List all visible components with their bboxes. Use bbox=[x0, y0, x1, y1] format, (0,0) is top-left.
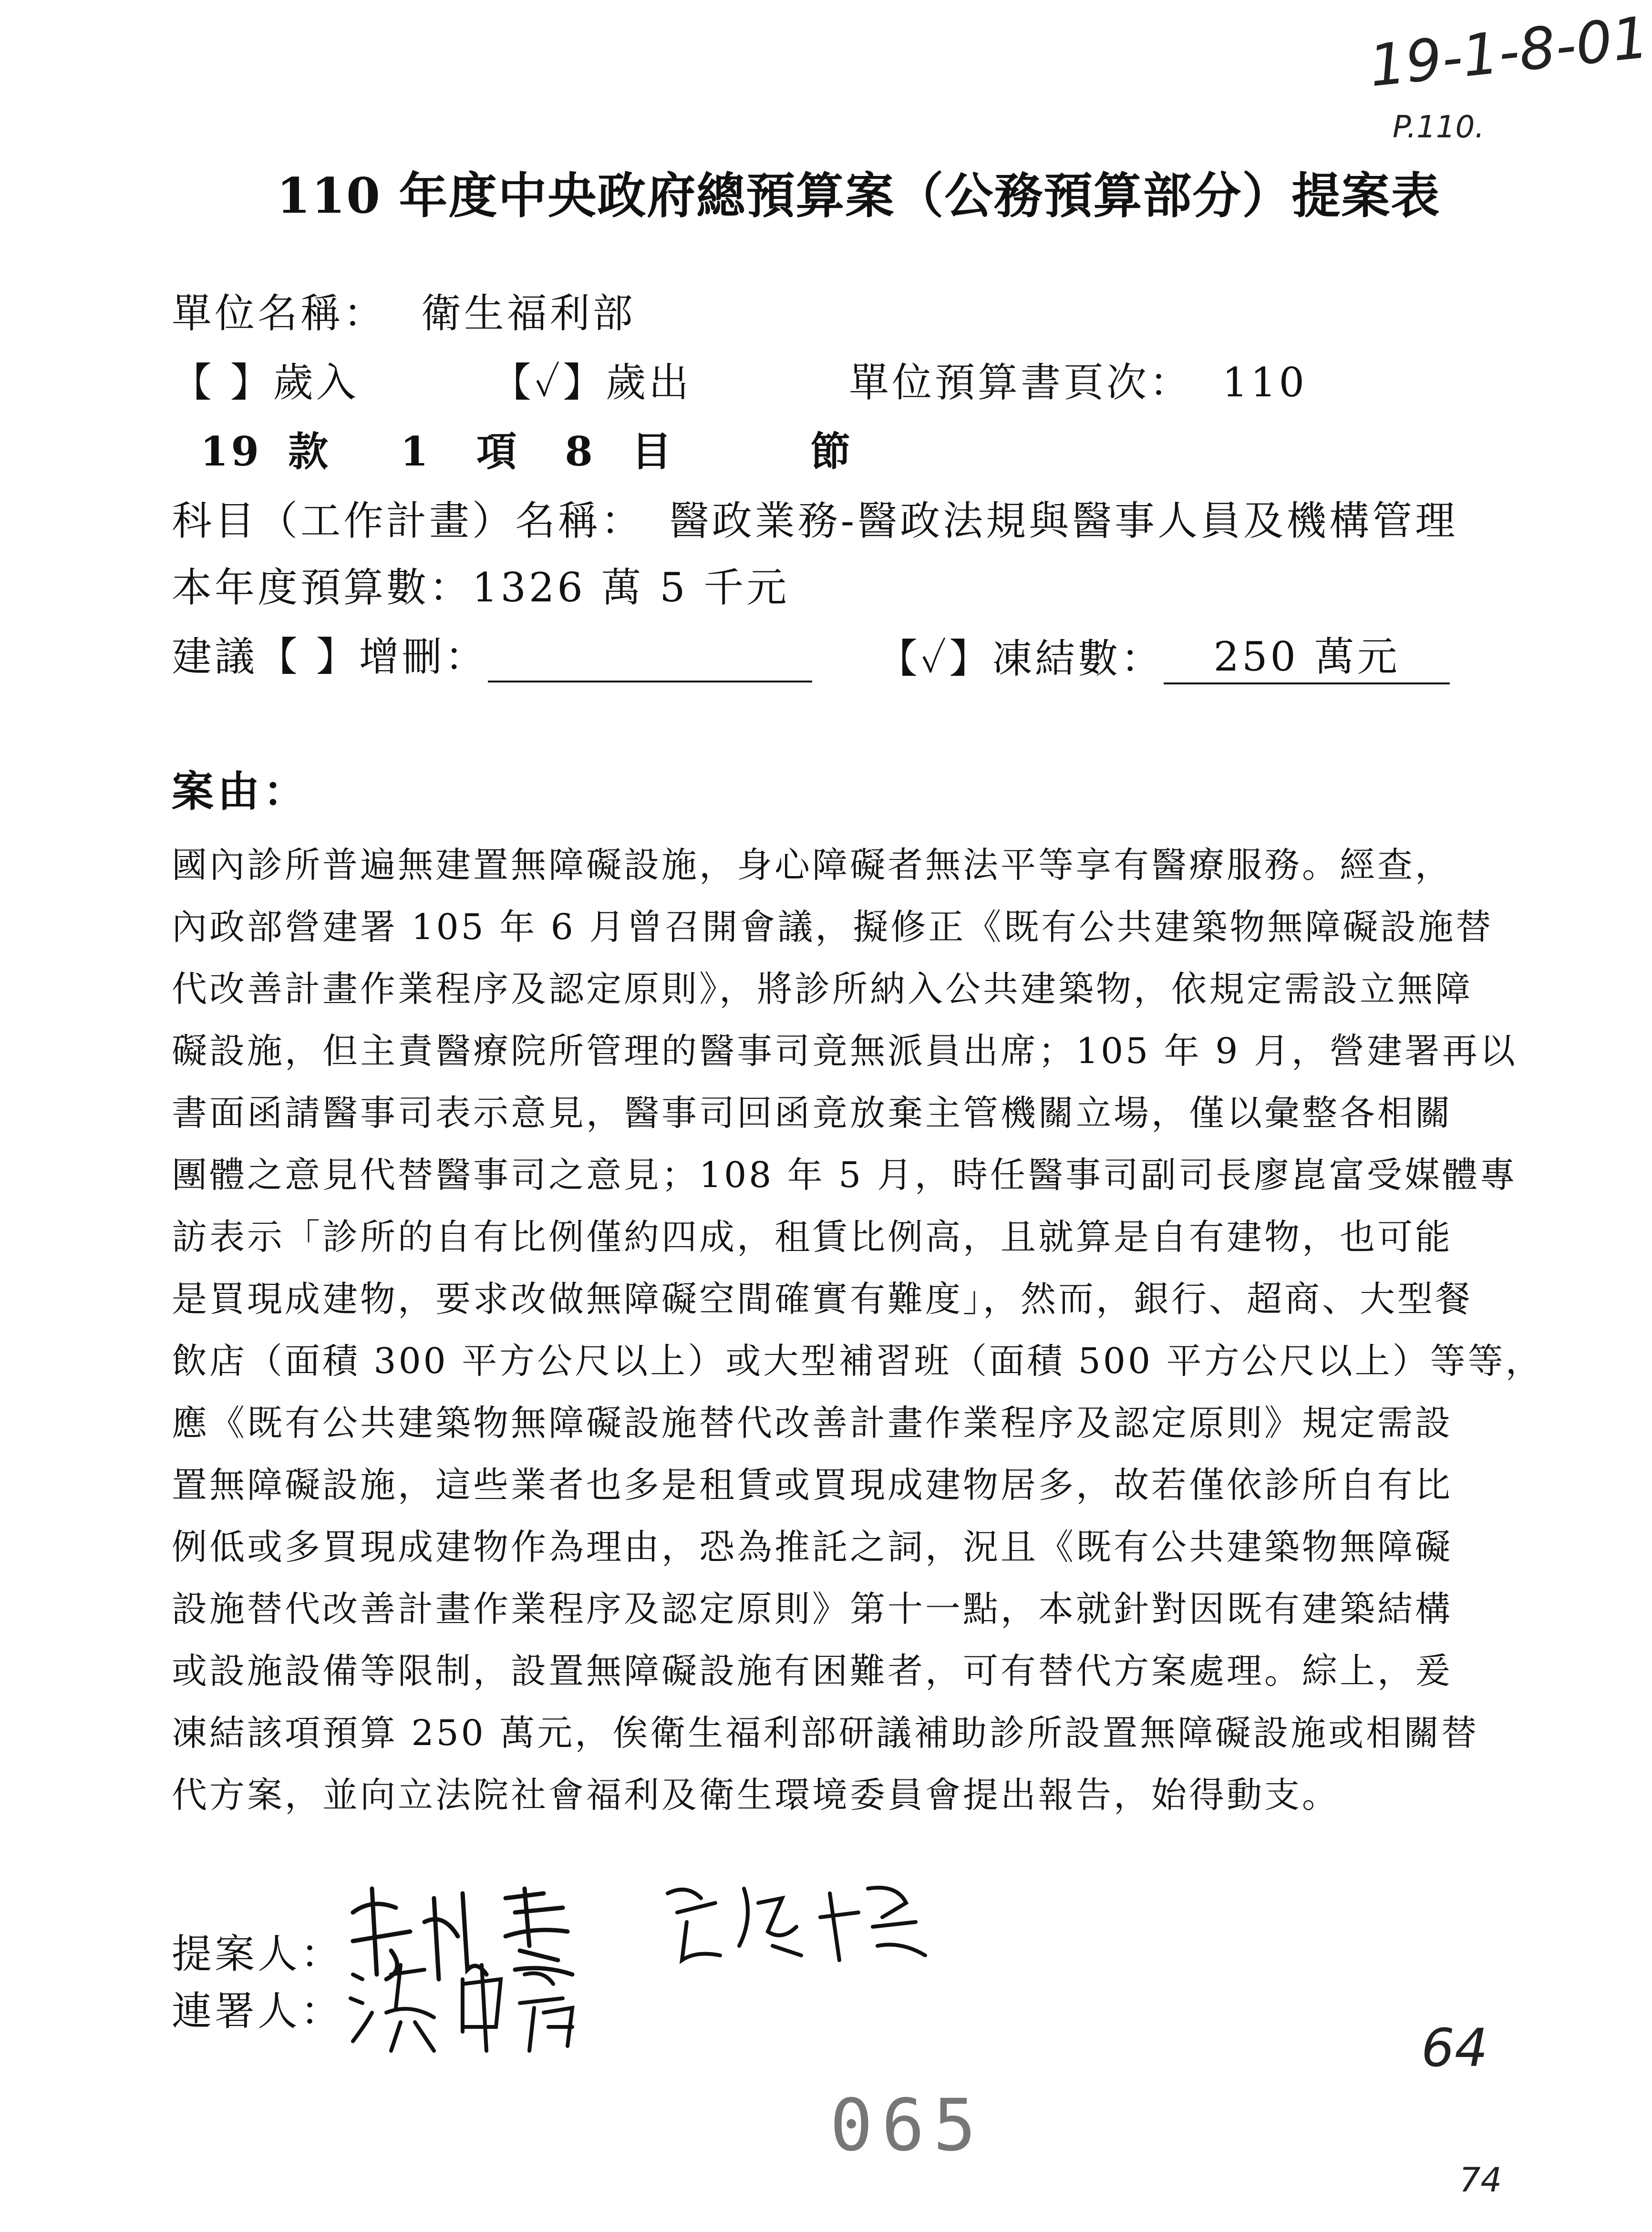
budget-page-label: 單位預算書頁次： bbox=[849, 359, 1193, 406]
handwritten-number-64: 64 bbox=[1421, 2017, 1488, 2078]
income-checkbox: 【 】 bbox=[172, 359, 273, 406]
income-label: 歲入 bbox=[273, 359, 359, 406]
budget-page-value: 110 bbox=[1222, 359, 1308, 406]
document-title: 110 年度中央政府總預算案（公務預算部分）提案表 bbox=[277, 167, 1441, 225]
budget-value: 1326 萬 5 千元 bbox=[472, 564, 790, 611]
reason-line: 例低或多買現成建物作為理由，恐為推託之詞，況且《既有公共建築物無障礙 bbox=[172, 1527, 1453, 1568]
jie-label: 節 bbox=[810, 428, 854, 475]
xiang-number: 1 bbox=[400, 428, 431, 475]
expense-field bbox=[491, 351, 692, 408]
handwritten-page-ref: P.110. bbox=[1393, 110, 1485, 145]
freeze-value: 250 萬元 bbox=[1164, 625, 1450, 684]
reason-line: 或設施設備等限制，設置無障礙設施有困難者，可有替代方案處理。綜上，爰 bbox=[172, 1651, 1453, 1692]
reason-line: 設施替代改善計畫作業程序及認定原則》第十一點，本就針對因既有建築結構 bbox=[172, 1589, 1453, 1630]
unit-value: 衛生福利部 bbox=[421, 290, 636, 337]
reason-line: 書面函請醫事司表示意見，醫事司回函竟放棄主管機關立場，僅以彙整各相關 bbox=[172, 1093, 1453, 1134]
reason-line: 置無障礙設施，這些業者也多是租賃或買現成建物居多，故若僅依診所自有比 bbox=[172, 1465, 1453, 1506]
subject-value: 醫政業務-醫政法規與醫事人員及機構管理 bbox=[669, 497, 1458, 544]
unit-label: 單位名稱： bbox=[172, 290, 387, 337]
category-row bbox=[172, 351, 359, 408]
expense-label: 歲出 bbox=[606, 359, 692, 406]
subject-label: 科目（工作計畫）名稱： bbox=[172, 497, 644, 544]
kuan-number: 19 bbox=[200, 428, 262, 475]
mu-label: 目 bbox=[631, 428, 675, 475]
proposal-row bbox=[172, 625, 812, 682]
reason-line: 凍結該項預算 250 萬元，俟衛生福利部研議補助診所設置無障礙設施或相關替 bbox=[172, 1713, 1479, 1754]
cosigner-signature bbox=[343, 1955, 591, 2056]
kuan-label: 款 bbox=[288, 428, 331, 475]
add-delete-value bbox=[488, 642, 812, 682]
reason-line: 國內診所普遍無建置無障礙設施，身心障礙者無法平等享有醫療服務。經查， bbox=[172, 845, 1453, 886]
reason-line: 團體之意見代替醫事司之意見；108 年 5 月，時任醫事司副司長廖崑富受媒體專 bbox=[172, 1155, 1518, 1196]
freeze-field bbox=[878, 625, 1450, 684]
proposer-signature-2 bbox=[658, 1874, 935, 1970]
unit-row bbox=[172, 281, 636, 339]
xiang-label: 項 bbox=[476, 428, 520, 475]
handwritten-number-74: 74 bbox=[1459, 2160, 1502, 2200]
reason-line: 飲店（面積 300 平方公尺以上）或大型補習班（面積 500 平方公尺以上）等等， bbox=[172, 1341, 1543, 1382]
reason-line: 應《既有公共建築物無障礙設施替代改善計畫作業程序及認定原則》規定需設 bbox=[172, 1403, 1453, 1444]
budget-label: 本年度預算數： bbox=[172, 564, 473, 611]
freeze-checkbox: 【✓】 bbox=[878, 635, 992, 682]
budget-row bbox=[172, 556, 789, 613]
subject-row bbox=[172, 489, 1458, 547]
mu-number: 8 bbox=[565, 428, 596, 475]
expense-checkbox: 【✓】 bbox=[491, 359, 606, 406]
reason-line: 代改善計畫作業程序及認定原則》，將診所納入公共建築物，依規定需設立無障 bbox=[172, 969, 1473, 1010]
reason-line: 是買現成建物，要求改做無障礙空間確實有難度」，然而，銀行、超商、大型餐 bbox=[172, 1279, 1473, 1320]
reason-line: 內政部營建署 105 年 6 月曾召開會議，擬修正《既有公共建築物無障礙設施替 bbox=[172, 907, 1494, 948]
classification-row bbox=[200, 420, 853, 477]
stamped-page-number: 065 bbox=[830, 2084, 985, 2167]
handwritten-code: 19-1-8-01 bbox=[1366, 4, 1652, 100]
reason-line: 礙設施，但主責醫療院所管理的醫事司竟無派員出席；105 年 9 月，營建署再以 bbox=[172, 1031, 1518, 1072]
add-delete-checkbox: 【 】 bbox=[258, 633, 359, 680]
reason-line: 訪表示「診所的自有比例僅約四成，租賃比例高，且就算是自有建物，也可能 bbox=[172, 1217, 1453, 1258]
reason-heading: 案由： bbox=[172, 766, 310, 816]
add-delete-label: 增刪： bbox=[359, 633, 488, 680]
cosigner-label: 連署人： bbox=[172, 1988, 344, 2035]
proposal-label: 建議 bbox=[172, 633, 258, 680]
proposer-label: 提案人： bbox=[172, 1931, 344, 1977]
reason-line: 代方案，並向立法院社會福利及衛生環境委員會提出報告，始得動支。 bbox=[172, 1775, 1340, 1816]
budget-page-field bbox=[849, 351, 1307, 408]
freeze-label: 凍結數： bbox=[992, 635, 1164, 682]
